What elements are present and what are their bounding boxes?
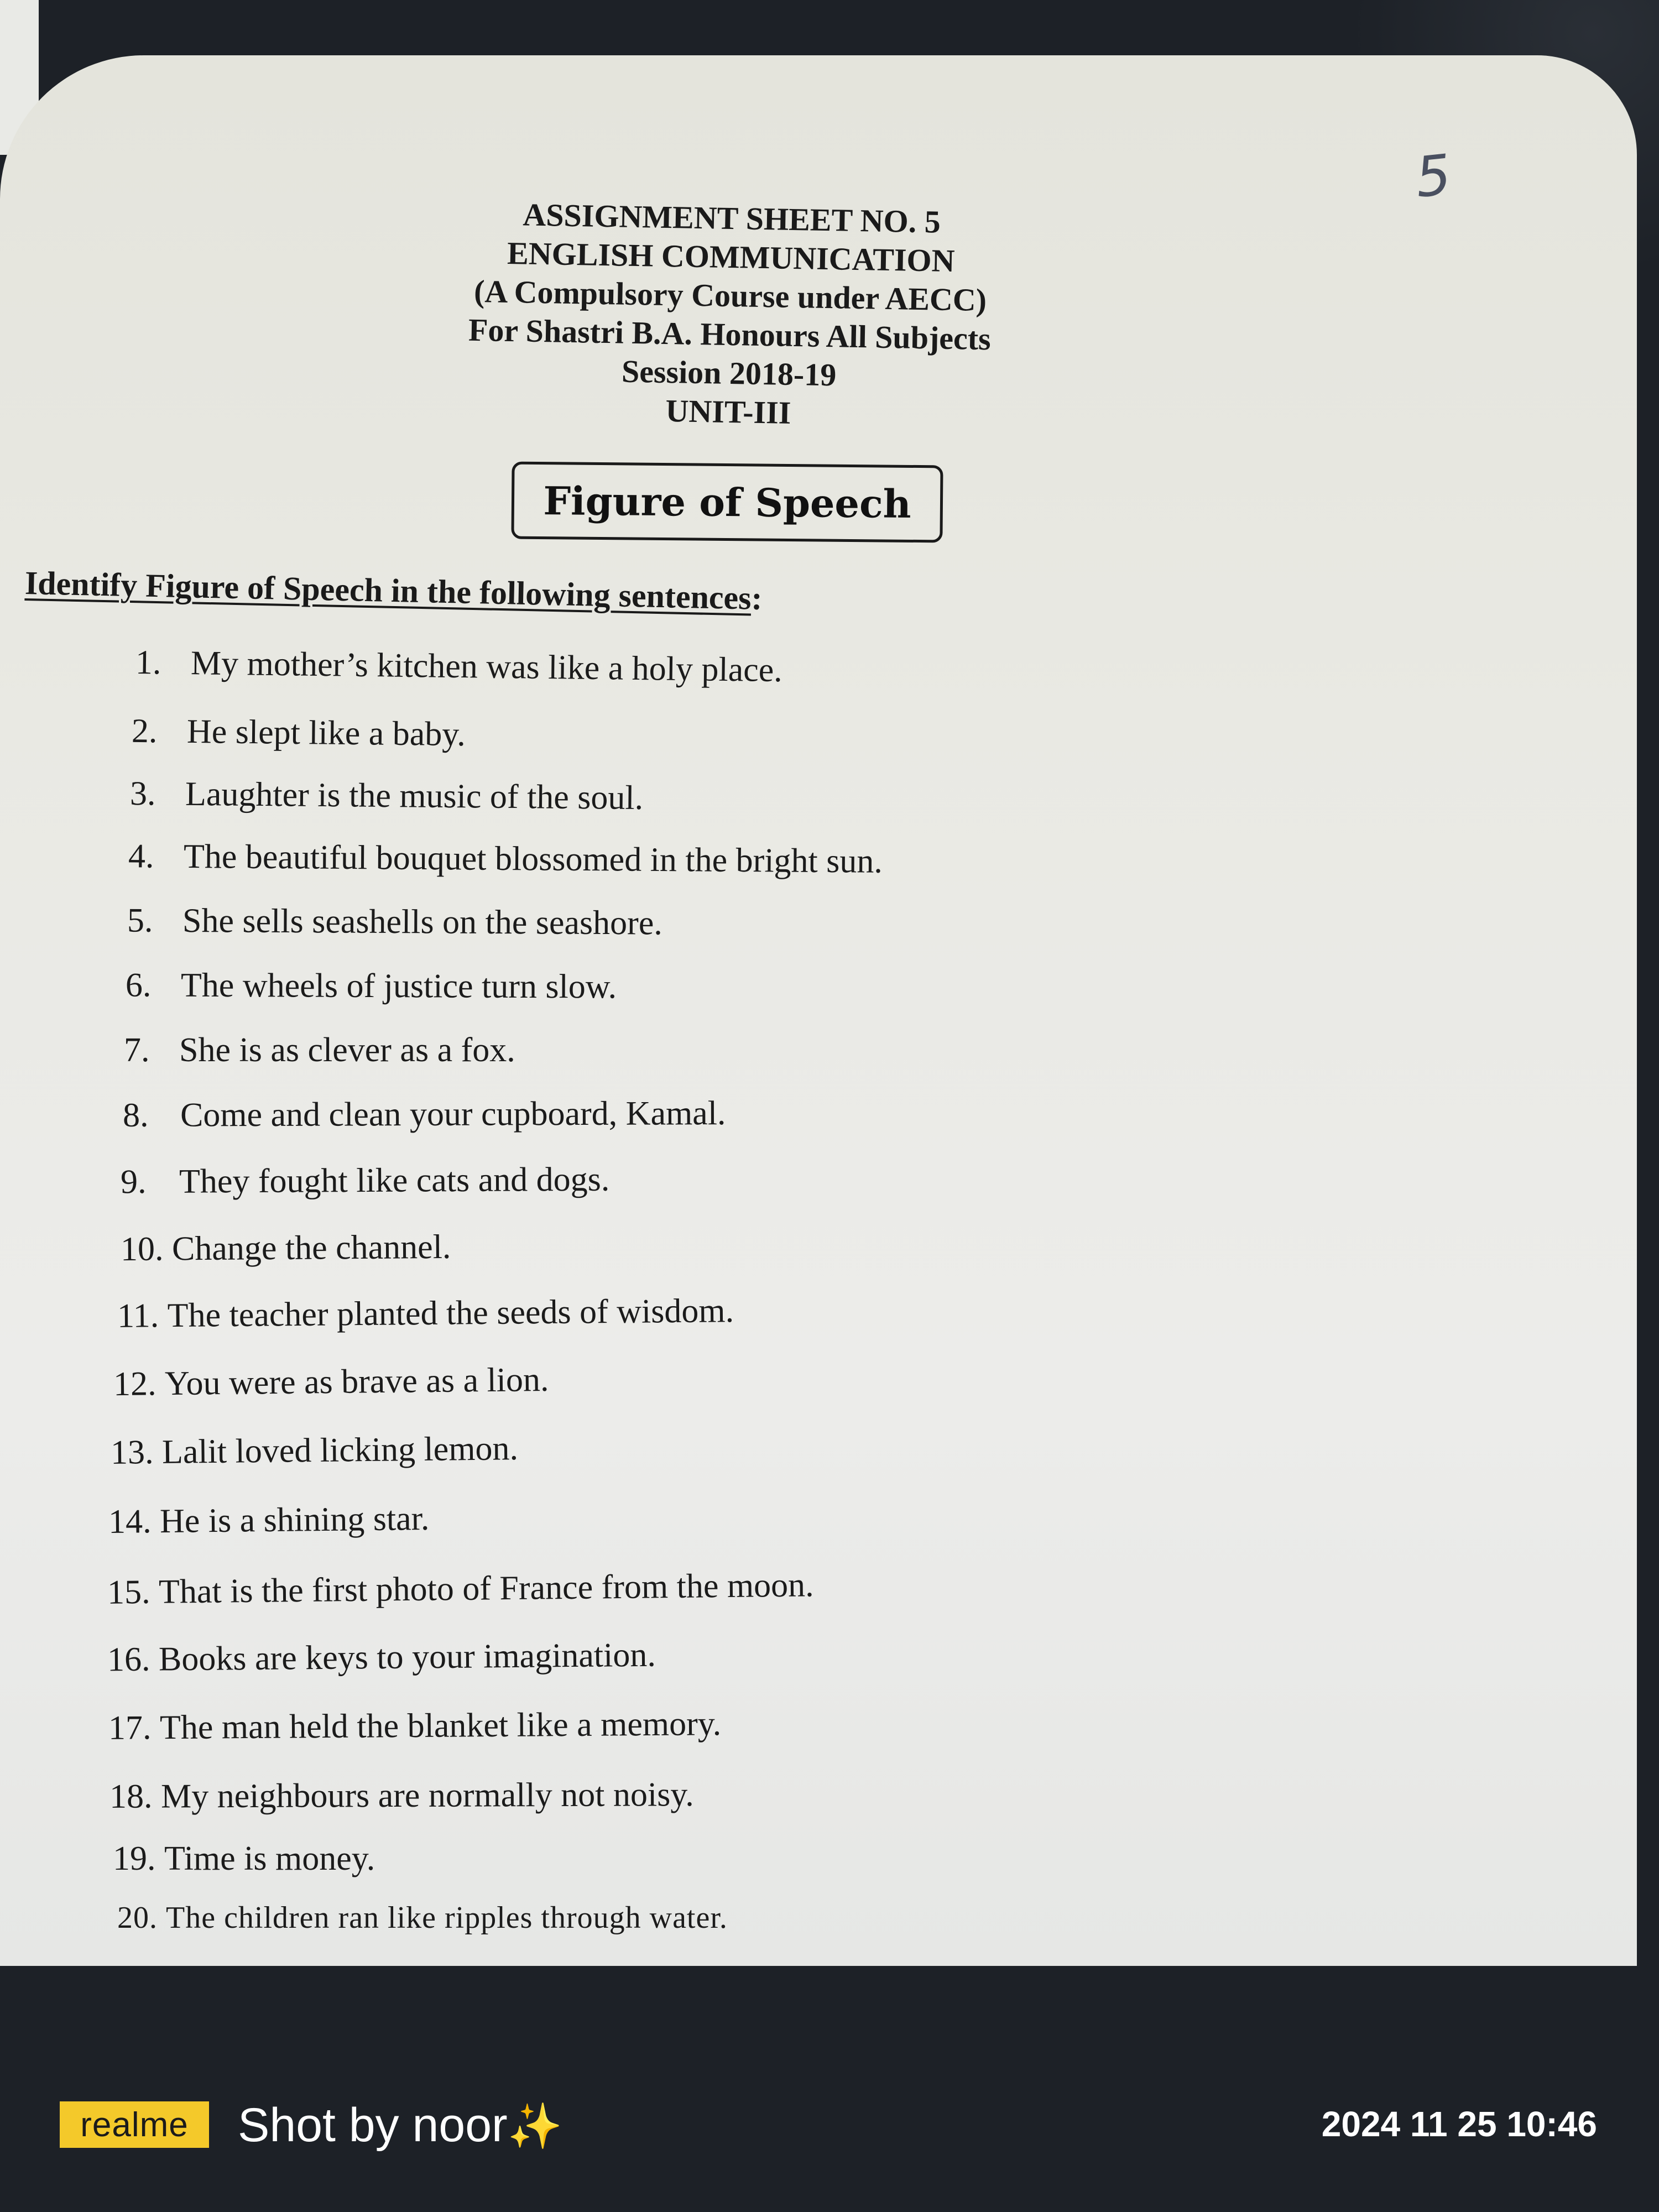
item-text: The beautiful bouquet blossomed in the bright sun. [183, 837, 883, 880]
item-number: 16. [107, 1640, 150, 1679]
instruction-text: Identify Figure of Speech in the following sentences [24, 565, 752, 617]
item-number: 8. [122, 1096, 149, 1134]
item-text: He is a shining star. [159, 1499, 430, 1541]
list-item [123, 1094, 726, 1135]
item-number: 5. [127, 901, 153, 940]
item-text: Come and clean your cupboard, Kamal. [180, 1094, 726, 1134]
list-item [107, 1636, 656, 1680]
item-number: 12. [113, 1365, 156, 1404]
item-number: 4. [128, 837, 154, 875]
item-number: 13. [110, 1433, 154, 1472]
list-item [126, 966, 617, 1006]
handwritten-page-number: 5 [1412, 142, 1454, 211]
list-item [124, 1031, 515, 1070]
item-text: She sells seashells on the seashore. [182, 901, 663, 942]
header-line-unit: UNIT-III [665, 392, 791, 431]
item-text: He slept like a baby. [186, 712, 466, 754]
item-number: 15. [107, 1573, 150, 1611]
list-item [121, 1160, 610, 1202]
item-text: You were as brave as a lion. [164, 1360, 549, 1403]
sparkle-icon: ✨ [507, 2101, 563, 2151]
photo-timestamp: 2024 11 25 10:46 [1321, 2104, 1597, 2144]
brand-name: realme [80, 2105, 189, 2144]
sheet-header [385, 193, 1074, 437]
list-item [117, 1291, 734, 1336]
item-number: 18. [109, 1777, 153, 1815]
item-text: Time is money. [164, 1840, 375, 1877]
header-line-session: Session 2018-19 [621, 353, 837, 393]
item-number: 17. [108, 1709, 152, 1747]
list-item [135, 643, 783, 690]
list-item [121, 1228, 451, 1269]
item-text: The wheels of justice turn slow. [180, 966, 617, 1006]
item-number: 11. [117, 1297, 159, 1335]
list-item [113, 1839, 375, 1879]
item-number: 19. [113, 1840, 156, 1877]
item-number: 6. [125, 966, 152, 1004]
item-text: Books are keys to your imagination. [158, 1636, 656, 1678]
list-item [108, 1499, 430, 1542]
topic-box [511, 462, 943, 543]
item-number: 10. [120, 1230, 164, 1269]
list-item [108, 1704, 722, 1748]
header-line-title: ASSIGNMENT SHEET NO. 5 [522, 196, 941, 240]
item-number: 14. [108, 1503, 152, 1541]
item-text: She is as clever as a fox. [179, 1031, 515, 1069]
shot-by-text: Shot by noor [238, 2099, 508, 2152]
item-text: The children ran like ripples through water. [166, 1901, 728, 1935]
item-number: 9. [120, 1163, 147, 1201]
item-text: The teacher planted the seeds of wisdom. [167, 1292, 734, 1335]
list-item [111, 1429, 519, 1473]
item-text: That is the first photo of France from the moon. [158, 1566, 814, 1611]
list-item [132, 712, 466, 754]
item-number: 20. [117, 1901, 158, 1935]
item-text: My mother’s kitchen was like a holy place. [190, 644, 783, 690]
item-number: 2. [131, 712, 158, 750]
list-item [113, 1360, 549, 1404]
item-number: 7. [124, 1031, 150, 1069]
header-line-program: For Shastri B.A. Honours All Subjects [468, 311, 992, 357]
item-text: Laughter is the music of the soul. [185, 775, 644, 817]
list-item [127, 901, 662, 943]
header-line-subject: ENGLISH COMMUNICATION [507, 234, 956, 279]
list-item [107, 1566, 814, 1612]
list-item [130, 774, 644, 818]
list-item [117, 1900, 728, 1936]
item-text: My neighbours are normally not noisy. [160, 1776, 694, 1815]
item-number: 1. [135, 643, 161, 682]
list-item [128, 837, 883, 881]
item-text: Lalit loved licking lemon. [161, 1430, 519, 1471]
item-text: They fought like cats and dogs. [179, 1160, 610, 1201]
item-number: 3. [129, 774, 156, 813]
header-line-course: (A Compulsory Course under AECC) [473, 273, 987, 319]
item-text: Change the channel. [171, 1228, 451, 1268]
instruction-colon: : [750, 580, 763, 617]
shot-by-label [238, 2098, 562, 2153]
brand-badge [60, 2101, 209, 2148]
camera-watermark [0, 2101, 1659, 2157]
item-text: The man held the blanket like a memory. [159, 1705, 722, 1747]
list-item [109, 1775, 694, 1817]
topic-title: Figure of Speech [543, 477, 911, 527]
